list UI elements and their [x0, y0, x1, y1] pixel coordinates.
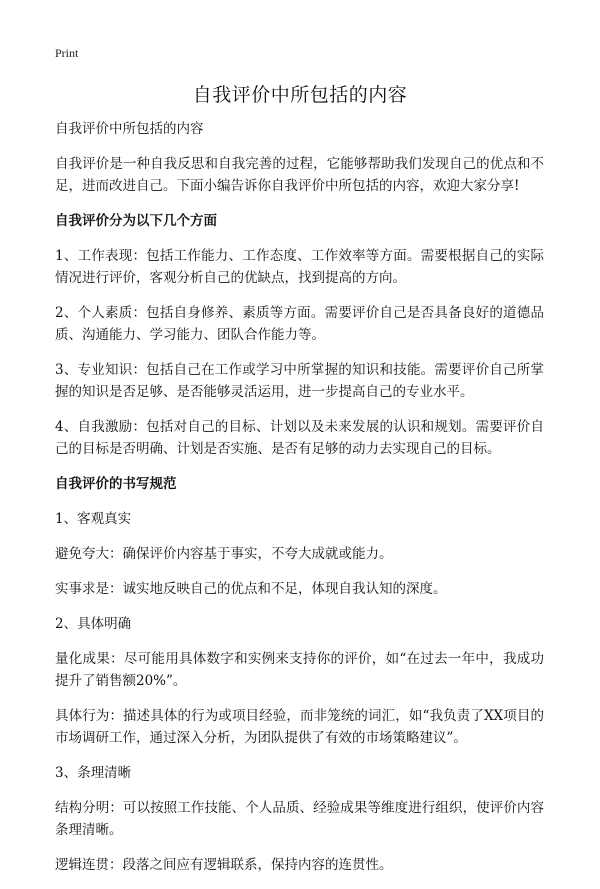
norm-1-line-2: 实事求是：诚实地反映自己的优点和不足，体现自我认知的深度。	[55, 581, 447, 597]
norm-subheading-2: 2、具体明确	[55, 616, 132, 632]
norm-2-line-2: 具体行为：描述具体的行为或项目经验，而非笼统的词汇，如“我负责了XX项目的市场调研工作，通过深入分析，为团队提供了有效的市场策略建议”。	[55, 708, 544, 746]
norm-2-line-1: 量化成果：尽可能用具体数字和实例来支持你的评价，如“在过去一年中，我成功提升了销售额20%”。	[55, 651, 544, 689]
aspect-item-1: 1、工作表现：包括工作能力、工作态度、工作效率等方面。需要根据自己的实际情况进行评价，客观分析自己的优缺点，找到提高的方向。	[55, 248, 544, 286]
norm-3-line-2: 逻辑连贯：段落之间应有逻辑联系，保持内容的连贯性。	[55, 857, 393, 873]
section-heading-norms: 自我评价的书写规范	[55, 476, 177, 492]
document-title: 自我评价中所包括的内容	[192, 84, 408, 106]
document-body	[55, 118, 544, 889]
norm-subheading-3: 3、条理清晰	[55, 765, 132, 781]
section-heading-aspects: 自我评价分为以下几个方面	[55, 213, 217, 229]
norm-1-line-1: 避免夸大：确保评价内容基于事实，不夸大成就或能力。	[55, 546, 393, 562]
norm-3-line-1: 结构分明：可以按照工作技能、个人品质、经验成果等维度进行组织，使评价内容条理清晰。	[55, 800, 544, 838]
print-label: Print	[55, 46, 79, 60]
aspect-item-3: 3、专业知识：包括自己在工作或学习中所掌握的知识和技能。需要评价自己所掌握的知识是否足够、是否能够灵活运用，进一步提高自己的专业水平。	[55, 362, 544, 400]
aspect-item-4: 4、自我激励：包括对自己的目标、计划以及未来发展的认识和规划。需要评价自己的目标是否明确、计划是否实施、是否有足够的动力去实现自己的目标。	[55, 419, 544, 457]
norm-subheading-1: 1、客观真实	[55, 511, 132, 527]
document-subtitle: 自我评价中所包括的内容	[55, 121, 204, 137]
aspect-item-2: 2、个人素质：包括自身修养、素质等方面。需要评价自己是否具备良好的道德品质、沟通能力、学习能力、团队合作能力等。	[55, 305, 544, 343]
intro-paragraph: 自我评价是一种自我反思和自我完善的过程，它能够帮助我们发现自己的优点和不足，进而改进自己。下面小编告诉你自我评价中所包括的内容，欢迎大家分享!	[55, 156, 544, 194]
